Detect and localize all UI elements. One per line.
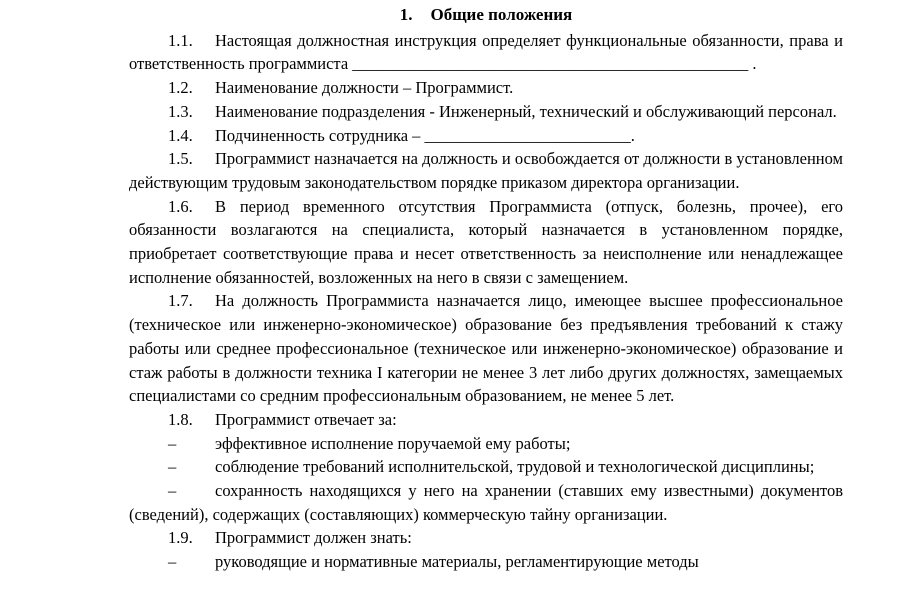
- list-item: [129, 455, 843, 479]
- paragraph-1-5: [129, 147, 843, 194]
- paragraph-text: Программист назначается на должность и освобождается от должности в установленном действующим трудовым законодательством порядке приказом директора организации.: [129, 149, 843, 192]
- list-item-text: соблюдение требований исполнительской, трудовой и технологической дисциплины;: [215, 457, 815, 477]
- list-item-text: руководящие и нормативные материалы, регламентирующие методы: [215, 552, 699, 572]
- paragraph-1-7: [129, 289, 843, 408]
- paragraph-number: 1.9.: [168, 528, 193, 548]
- paragraph-number: 1.7.: [168, 291, 193, 311]
- list-item-text: эффективное исполнение поручаемой ему работы;: [215, 433, 571, 453]
- paragraph-1-2: [129, 76, 843, 100]
- paragraph-number: 1.8.: [168, 409, 193, 429]
- paragraph-text: Программист должен знать:: [215, 528, 412, 548]
- paragraph-number: 1.2.: [168, 78, 193, 98]
- paragraph-number: 1.5.: [168, 149, 193, 169]
- list-item: [129, 479, 843, 526]
- list-item: [129, 550, 843, 574]
- section-number: 1.: [399, 5, 413, 24]
- paragraph-1-8: [129, 408, 843, 432]
- dash-marker: –: [168, 457, 177, 477]
- paragraph-text: На должность Программиста назначается лицо, имеющее высшее профессиональное (техническое или инженерно-экономическое) образование без предъявления требований к стажу работы или среднее профессиональное (техническое или инженерно-экономическое) образование и стаж работы в должности техника I категории не менее 3 лет либо других должностях, замещаемых специалистами со средним профессиональным образованием, не менее 5 лет.: [129, 291, 843, 406]
- list-item-text: сохранность находящихся у него на хранении (ставших ему известными) документов (сведений), содержащих (составляющих) коммерческую тайну организации.: [129, 481, 843, 524]
- dash-marker: –: [168, 481, 177, 501]
- paragraph-text: В период временного отсутствия Программиста (отпуск, болезнь, прочее), его обязанности возлагаются на специалиста, который назначается в установленном порядке, приобретает соответствующие права и несет ответственность за неисполнение или ненадлежащее исполнение обязанностей, возложенных на него в связи с замещением.: [129, 196, 843, 287]
- paragraph-1-4: [129, 124, 843, 148]
- paragraph-1-3: [129, 100, 843, 124]
- paragraph-number: 1.1.: [168, 30, 193, 50]
- paragraph-text: Наименование подразделения - Инженерный, технический и обслуживающий персонал.: [215, 101, 837, 121]
- paragraph-1-9: [129, 526, 843, 550]
- paragraph-1-6: [129, 195, 843, 290]
- paragraph-number: 1.6.: [168, 196, 193, 216]
- paragraph-text: Подчиненность сотрудника – _________________________.: [215, 125, 635, 145]
- paragraph-number: 1.4.: [168, 125, 193, 145]
- section-title: [129, 3, 843, 27]
- list-item: [129, 432, 843, 456]
- paragraph-text: Настоящая должностная инструкция определяет функциональные обязанности, права и ответственность программиста ________________________________________________ .: [129, 30, 843, 74]
- paragraph-number: 1.3.: [168, 101, 193, 121]
- dash-marker: –: [168, 433, 177, 453]
- section-title-text: Общие положения: [430, 5, 573, 24]
- paragraph-text: Наименование должности – Программист.: [215, 78, 514, 98]
- dash-marker: –: [168, 552, 177, 572]
- paragraph-1-1: [129, 29, 843, 76]
- paragraph-text: Программист отвечает за:: [215, 409, 397, 429]
